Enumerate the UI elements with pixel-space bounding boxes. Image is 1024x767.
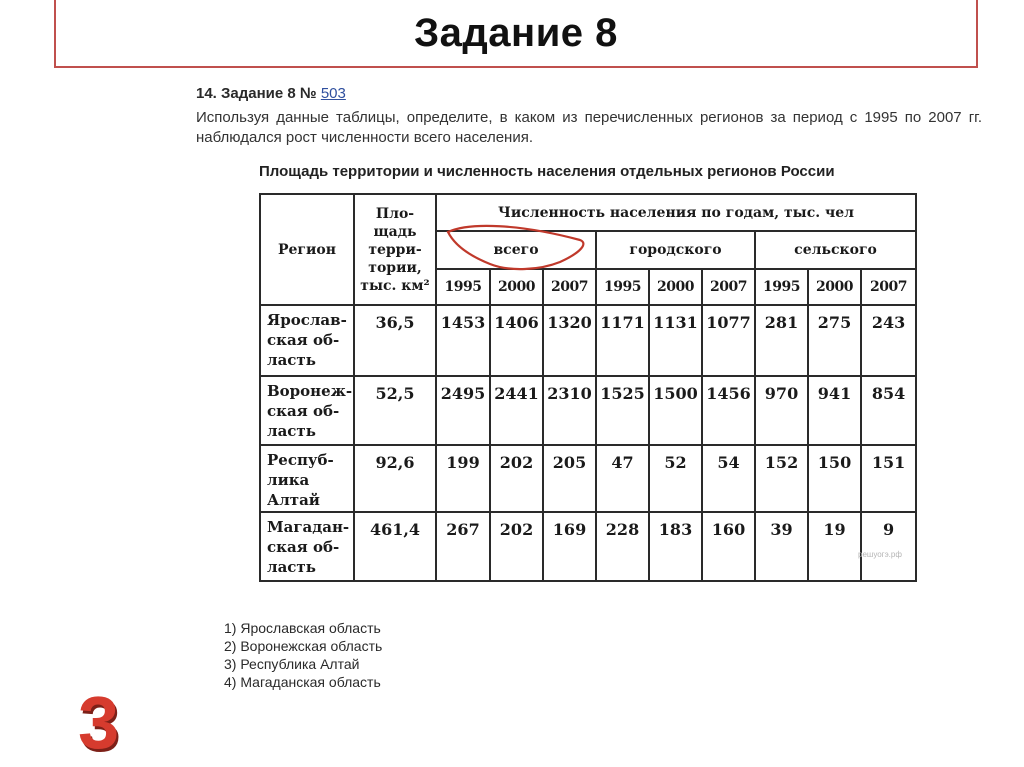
answer-option: 2) Воронежская область: [224, 638, 383, 654]
cell-population: 1500: [649, 376, 702, 445]
cell-population: 281: [755, 305, 808, 376]
cell-population: 183: [649, 512, 702, 581]
cell-population: 1525: [596, 376, 649, 445]
cell-population: 9: [861, 512, 916, 581]
slide-title: Задание 8: [414, 10, 618, 55]
header-urban: городского: [596, 231, 755, 268]
cell-population: 202: [490, 512, 543, 581]
cell-population: 1320: [543, 305, 596, 376]
header-year: 2000: [490, 269, 543, 305]
cell-population: 202: [490, 445, 543, 513]
cell-population: 19: [808, 512, 861, 581]
correct-answer: 3: [78, 681, 120, 764]
cell-population: 39: [755, 512, 808, 581]
table-row: [260, 445, 916, 513]
cell-population: 1171: [596, 305, 649, 376]
cell-population: 2310: [543, 376, 596, 445]
cell-population: 1456: [702, 376, 755, 445]
cell-population: 160: [702, 512, 755, 581]
task-text: Используя данные таблицы, определите, в каком из перечисленных регионов за период с 1995 по 2007 гг. наблюдался рост численности всего населения.: [196, 109, 982, 146]
cell-population: 52: [649, 445, 702, 513]
cell-population: 199: [436, 445, 490, 513]
cell-region: Магадан-ская об-ласть: [260, 512, 354, 581]
cell-population: 275: [808, 305, 861, 376]
cell-population: 169: [543, 512, 596, 581]
header-year: 1995: [436, 269, 490, 305]
table-row: [260, 512, 916, 581]
cell-population: 243: [861, 305, 916, 376]
cell-region: Респуб-лика Алтай: [260, 445, 354, 513]
cell-population: 941: [808, 376, 861, 445]
task-number-label: 14. Задание 8 №: [196, 85, 317, 102]
slide-title-frame: [54, 0, 978, 68]
header-total: всего: [436, 231, 596, 268]
header-region: Регион: [260, 194, 354, 305]
cell-population: 1406: [490, 305, 543, 376]
answer-options: [224, 619, 382, 691]
header-rural: сельского: [755, 231, 916, 268]
cell-population: 267: [436, 512, 490, 581]
header-year: 2000: [808, 269, 861, 305]
cell-population: 1453: [436, 305, 490, 376]
cell-population: 47: [596, 445, 649, 513]
table-row: [260, 376, 916, 445]
cell-area: 52,5: [354, 376, 436, 445]
answer-option: 1) Ярославская область: [224, 620, 381, 636]
header-year: 1995: [755, 269, 808, 305]
watermark: решуогэ.рф: [858, 550, 902, 559]
cell-region: Воронеж-ская об-ласть: [260, 376, 354, 445]
header-area: Пло-щадь терри-тории, тыс. км²: [354, 194, 436, 305]
cell-population: 228: [596, 512, 649, 581]
header-year: 2000: [649, 269, 702, 305]
cell-area: 92,6: [354, 445, 436, 513]
header-year: 1995: [596, 269, 649, 305]
cell-population: 152: [755, 445, 808, 513]
table-row: [260, 305, 916, 376]
task-id-link[interactable]: 503: [320, 85, 346, 102]
cell-population: 2441: [490, 376, 543, 445]
cell-population: 854: [861, 376, 916, 445]
task-heading: [196, 85, 346, 102]
cell-population: 1077: [702, 305, 755, 376]
cell-area: 461,4: [354, 512, 436, 581]
cell-region: Ярослав-ская об-ласть: [260, 305, 354, 376]
header-year: 2007: [861, 269, 916, 305]
table-title: Площадь территории и численность населения отдельных регионов России: [259, 163, 835, 180]
cell-population: 150: [808, 445, 861, 513]
cell-population: 970: [755, 376, 808, 445]
population-table: [259, 193, 917, 582]
cell-population: 151: [861, 445, 916, 513]
answer-option: 4) Магаданская область: [224, 674, 381, 690]
answer-option: 3) Республика Алтай: [224, 656, 360, 672]
cell-population: 2495: [436, 376, 490, 445]
header-year: 2007: [702, 269, 755, 305]
header-year: 2007: [543, 269, 596, 305]
header-population: Численность населения по годам, тыс. чел: [436, 194, 916, 231]
cell-population: 54: [702, 445, 755, 513]
cell-area: 36,5: [354, 305, 436, 376]
cell-population: 1131: [649, 305, 702, 376]
cell-population: 205: [543, 445, 596, 513]
